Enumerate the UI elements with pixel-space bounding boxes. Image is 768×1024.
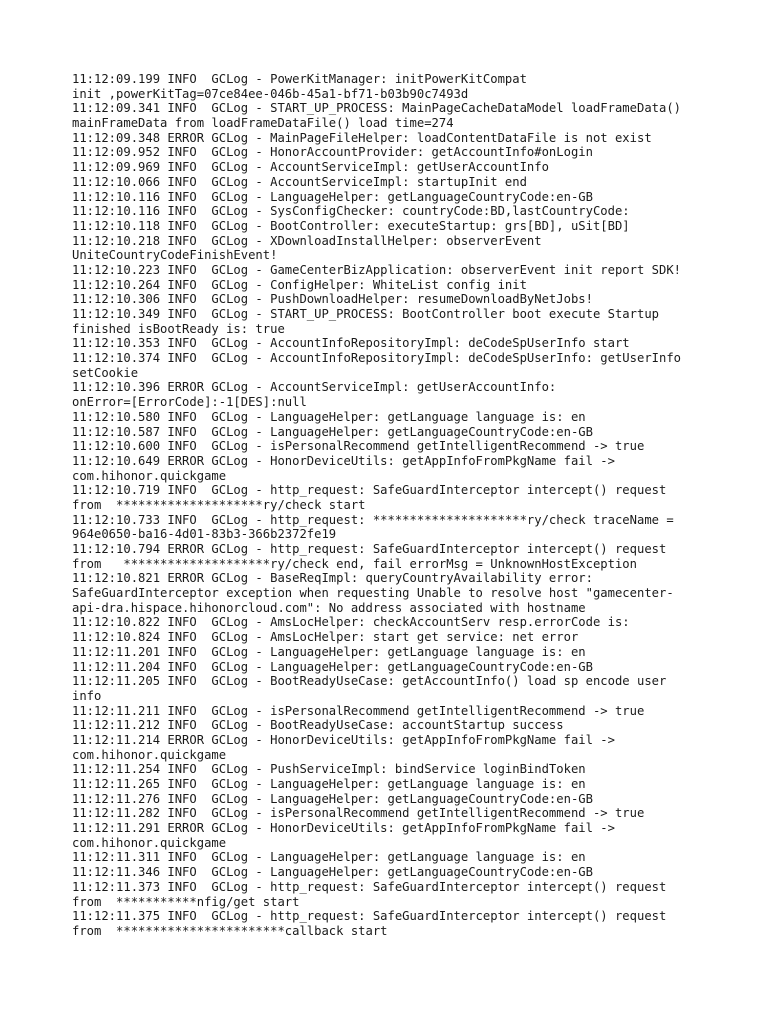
log-line: from ********************ry/check end, fail errorMsg = UnknownHostException bbox=[72, 556, 637, 571]
log-line: 11:12:10.116 INFO GCLog - SysConfigChecker: countryCode:BD,lastCountryCode: bbox=[72, 204, 630, 219]
log-line: 11:12:09.969 INFO GCLog - AccountServiceImpl: getUserAccountInfo bbox=[72, 160, 549, 175]
log-line: info bbox=[72, 688, 102, 703]
log-line: from ***********************callback start bbox=[72, 923, 388, 938]
log-line: 11:12:10.824 INFO GCLog - AmsLocHelper: start get service: net error bbox=[72, 630, 579, 645]
log-line: api-dra.hispace.hihonorcloud.com": No address associated with hostname bbox=[72, 600, 586, 615]
log-line: 11:12:11.212 INFO GCLog - BootReadyUseCase: accountStartup success bbox=[72, 718, 564, 733]
log-line: 11:12:10.223 INFO GCLog - GameCenterBizApplication: observerEvent init report SDK! bbox=[72, 262, 682, 277]
log-line: 11:12:10.580 INFO GCLog - LanguageHelper: getLanguage language is: en bbox=[72, 409, 586, 424]
log-line: SafeGuardInterceptor exception when requesting Unable to resolve host "gamecenter- bbox=[72, 586, 674, 601]
log-line: 11:12:11.311 INFO GCLog - LanguageHelper: getLanguage language is: en bbox=[72, 850, 586, 865]
log-line: 11:12:11.214 ERROR GCLog - HonorDeviceUtils: getAppInfoFromPkgName fail -> bbox=[72, 732, 615, 747]
log-line: 11:12:11.204 INFO GCLog - LanguageHelper: getLanguageCountryCode:en-GB bbox=[72, 659, 593, 674]
log-line: mainFrameData from loadFrameDataFile() load time=274 bbox=[72, 116, 454, 131]
log-line: setCookie bbox=[72, 365, 139, 380]
log-line: 11:12:10.821 ERROR GCLog - BaseReqImpl: queryCountryAvailability error: bbox=[72, 571, 593, 586]
log-line: 11:12:10.218 INFO GCLog - XDownloadInstallHelper: observerEvent bbox=[72, 233, 542, 248]
log-line: 964e0650-ba16-4d01-83b3-366b2372fe19 bbox=[72, 527, 337, 542]
log-line: onError=[ErrorCode]:-1[DES]:null bbox=[72, 395, 307, 410]
log-line: 11:12:10.794 ERROR GCLog - http_request: SafeGuardInterceptor intercept() request bbox=[72, 542, 667, 556]
log-line: finished isBootReady is: true bbox=[72, 321, 285, 336]
log-line: 11:12:11.282 INFO GCLog - isPersonalRecommend getIntelligentRecommend -> true bbox=[72, 806, 645, 821]
log-line: UniteCountryCodeFinishEvent! bbox=[72, 248, 278, 263]
log-line: 11:12:10.116 INFO GCLog - LanguageHelper: getLanguageCountryCode:en-GB bbox=[72, 189, 593, 204]
log-line: 11:12:10.374 INFO GCLog - AccountInfoRepositoryImpl: deCodeSpUserInfo: getUserInfo bbox=[72, 351, 682, 366]
log-line: 11:12:10.719 INFO GCLog - http_request: SafeGuardInterceptor intercept() request bbox=[72, 483, 667, 498]
log-line: 11:12:11.254 INFO GCLog - PushServiceImpl: bindService loginBindToken bbox=[72, 762, 586, 777]
log-line: 11:12:11.265 INFO GCLog - LanguageHelper: getLanguage language is: en bbox=[72, 777, 586, 791]
log-line: 11:12:11.201 INFO GCLog - LanguageHelper: getLanguage language is: en bbox=[72, 644, 586, 659]
log-line: 11:12:10.066 INFO GCLog - AccountServiceImpl: startupInit end bbox=[72, 174, 527, 189]
log-line: com.hihonor.quickgame bbox=[72, 747, 227, 762]
log-line: 11:12:09.952 INFO GCLog - HonorAccountProvider: getAccountInfo#onLogin bbox=[72, 145, 593, 160]
log-line: 11:12:10.349 INFO GCLog - START_UP_PROCESS: BootController boot execute Startup bbox=[72, 307, 659, 321]
log-line: 11:12:10.733 INFO GCLog - http_request: *********************ry/check traceName = bbox=[72, 512, 674, 527]
log-line: 11:12:11.205 INFO GCLog - BootReadyUseCase: getAccountInfo() load sp encode user bbox=[72, 674, 667, 689]
log-line: 11:12:10.396 ERROR GCLog - AccountServiceImpl: getUserAccountInfo: bbox=[72, 380, 557, 395]
log-line: 11:12:09.341 INFO GCLog - START_UP_PROCESS: MainPageCacheDataModel loadFrameData() bbox=[72, 101, 682, 116]
log-line: 11:12:10.353 INFO GCLog - AccountInfoRepositoryImpl: deCodeSpUserInfo start bbox=[72, 336, 630, 351]
log-line: 11:12:11.373 INFO GCLog - http_request: SafeGuardInterceptor intercept() request bbox=[72, 879, 667, 894]
log-line: 11:12:11.375 INFO GCLog - http_request: SafeGuardInterceptor intercept() request bbox=[72, 909, 667, 924]
log-line: from ***********nfig/get start bbox=[72, 894, 300, 909]
log-line: 11:12:10.822 INFO GCLog - AmsLocHelper: checkAccountServ resp.errorCode is: bbox=[72, 615, 630, 630]
log-line: 11:12:09.199 INFO GCLog - PowerKitManager: initPowerKitCompat bbox=[72, 72, 527, 86]
log-line: com.hihonor.quickgame bbox=[72, 468, 227, 483]
log-line: 11:12:10.649 ERROR GCLog - HonorDeviceUtils: getAppInfoFromPkgName fail -> bbox=[72, 453, 615, 468]
log-line: from ********************ry/check start bbox=[72, 497, 366, 512]
log-line: 11:12:09.348 ERROR GCLog - MainPageFileHelper: loadContentDataFile is not exist bbox=[72, 130, 652, 145]
log-line: init ,powerKitTag=07ce84ee-046b-45a1-bf71-b03b90c7493d bbox=[72, 86, 469, 101]
log-line: 11:12:10.118 INFO GCLog - BootController: executeStartup: grs[BD], uSit[BD] bbox=[72, 218, 630, 233]
log-line: 11:12:11.276 INFO GCLog - LanguageHelper: getLanguageCountryCode:en-GB bbox=[72, 791, 593, 806]
log-line: 11:12:10.306 INFO GCLog - PushDownloadHelper: resumeDownloadByNetJobs! bbox=[72, 292, 593, 307]
log-line: 11:12:11.291 ERROR GCLog - HonorDeviceUtils: getAppInfoFromPkgName fail -> bbox=[72, 821, 615, 836]
log-line: 11:12:10.600 INFO GCLog - isPersonalRecommend getIntelligentRecommend -> true bbox=[72, 439, 645, 454]
log-line: 11:12:11.211 INFO GCLog - isPersonalRecommend getIntelligentRecommend -> true bbox=[72, 703, 645, 718]
log-line: 11:12:10.264 INFO GCLog - ConfigHelper: WhiteList config init bbox=[72, 277, 527, 292]
log-line: com.hihonor.quickgame bbox=[72, 835, 227, 850]
log-document bbox=[72, 72, 712, 939]
log-line: 11:12:11.346 INFO GCLog - LanguageHelper: getLanguageCountryCode:en-GB bbox=[72, 865, 593, 880]
log-line: 11:12:10.587 INFO GCLog - LanguageHelper: getLanguageCountryCode:en-GB bbox=[72, 424, 593, 439]
